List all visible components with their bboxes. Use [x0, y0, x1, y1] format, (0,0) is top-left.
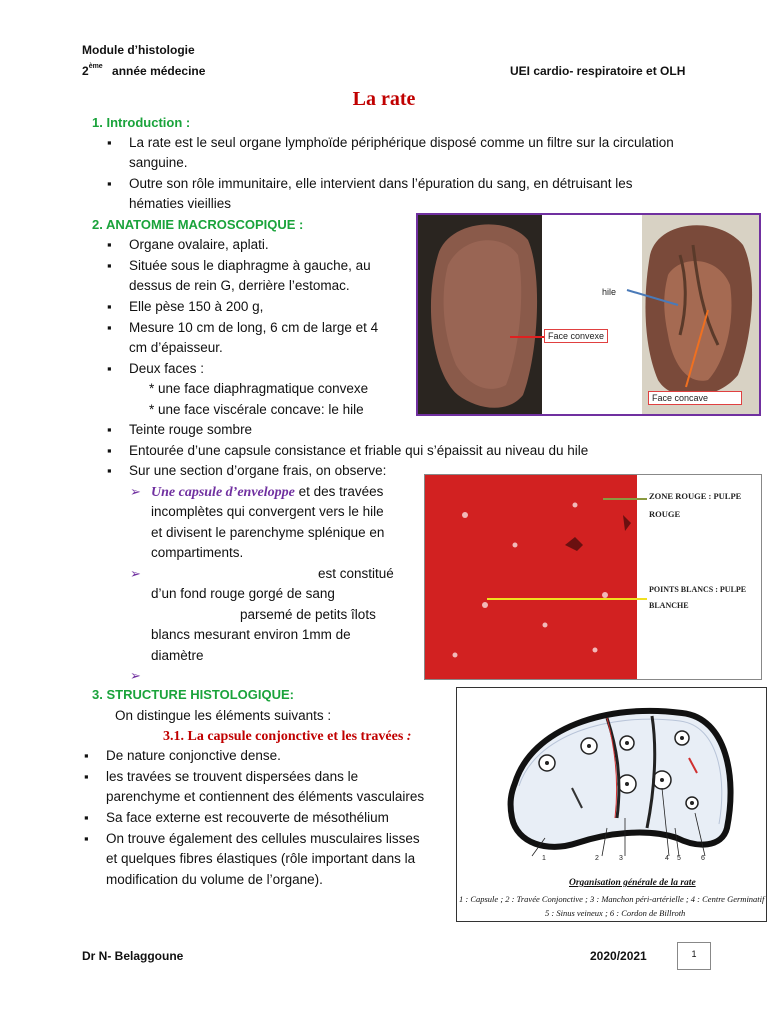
anatomie-line-1: ▪ Organe ovalaire, aplati. — [129, 235, 269, 255]
structure-line-4-cont: et quelques fibres élastiques (rôle important dans la — [106, 851, 416, 866]
anatomie-line-2: ▪ Située sous le diaphragme à gauche, au — [129, 256, 371, 276]
sub-pulpe-line-1: est constitué — [318, 566, 394, 581]
capsule-travees-colon: : — [403, 729, 412, 744]
structure-line-4-cont2: modification du volume de l’organe). — [106, 872, 323, 887]
page-number: 1 — [691, 949, 697, 959]
spleen-section-figure — [424, 474, 762, 680]
sub-pulpe-line-5: diamètre — [151, 648, 204, 663]
spleen-macroscopy-figure — [416, 213, 761, 416]
year-label — [82, 64, 205, 78]
footer-year: 2020/2021 — [590, 949, 647, 963]
section-heading-structure: 3. STRUCTURE HISTOLOGIQUE: — [92, 687, 294, 702]
anatomie-face-diaphragmatique: * une face diaphragmatique convexe — [149, 381, 369, 396]
section-heading-anatomie: 2. ANATOMIE MACROSCOPIQUE : — [92, 217, 304, 232]
zone-rouge-label-2: ROUGE — [649, 509, 681, 519]
capsule-enveloppe-rest: et des travées — [294, 484, 384, 499]
anatomie-line-2-cont: dessus de rein G, derrière l’estomac. — [129, 278, 350, 293]
points-blancs-label-2: BLANCHE — [649, 601, 689, 610]
structure-line-4: ▪ On trouve également des cellules musculaires lisses — [106, 829, 420, 849]
anatomie-line-4: ▪ Mesure 10 cm de long, 6 cm de large et 4 — [129, 318, 378, 338]
structure-line-3: ▪ Sa face externe est recouverte de mésothélium — [106, 808, 389, 828]
uei-label: UEI cardio- respiratoire et OLH — [510, 64, 686, 78]
diagram-caption-line-2: 5 : Sinus veineux ; 6 : Cordon de Billroth — [545, 908, 686, 918]
arrow-bullet-1: ➢ — [130, 484, 141, 499]
diagram-number-6: 6 — [701, 855, 705, 862]
page-number-box — [677, 942, 711, 970]
sub-capsule-line-4: compartiments. — [151, 545, 244, 560]
year-text: année médecine — [112, 64, 206, 78]
zone-rouge-label: ZONE ROUGE : PULPE — [649, 491, 742, 501]
intro-bullet-1-cont: sanguine. — [129, 155, 188, 170]
page-title: La rate — [352, 88, 416, 110]
sub-pulpe-line-2: d’un fond rouge gorgé de sang — [151, 586, 335, 601]
diagram-number-1: 1 — [542, 855, 546, 862]
diagram-caption-title: Organisation générale de la rate — [569, 878, 696, 888]
face-convexe-label: Face convexe — [544, 329, 608, 343]
sub-capsule-line — [151, 482, 383, 503]
structure-line-1: ▪ De nature conjonctive dense. — [106, 746, 281, 766]
anatomie-line-3: ▪ Elle pèse 150 à 200 g, — [129, 297, 263, 317]
intro-bullet-2: ▪ Outre son rôle immunitaire, elle intervient dans l’épuration du sang, en détruisant les — [129, 174, 633, 194]
structure-subheading — [163, 726, 411, 747]
year-number: 2 — [82, 64, 89, 78]
anatomie-face-viscerale: * une face viscérale concave: le hile — [149, 402, 364, 417]
points-blancs-label: POINTS BLANCS : PULPE — [649, 585, 747, 594]
hile-label: hile — [602, 287, 617, 297]
capsule-travees-heading: 3.1. La capsule conjonctive et les travées — [163, 729, 404, 744]
diagram-caption-line-1: 1 : Capsule ; 2 : Travée Conjonctive ; 3 : Manchon péri-artérielle ; 4 : Centre Germinatif — [459, 894, 765, 904]
intro-bullet-1: ▪ La rate est le seul organe lymphoïde périphérique disposé comme un filtre sur la circulation — [129, 133, 674, 153]
spleen-histology-diagram — [456, 687, 767, 922]
diagram-number-2: 2 — [595, 855, 599, 862]
structure-line-2-cont: parenchyme et contiennent des éléments vasculaires — [106, 789, 425, 804]
sub-capsule-line-3: et divisent le parenchyme splénique en — [151, 525, 385, 540]
arrow-bullet-2: ➢ — [130, 566, 141, 581]
sub-capsule-line-2: incomplètes qui convergent vers le hile — [151, 504, 384, 519]
structure-line-2: ▪ les travées se trouvent dispersées dans le — [106, 767, 358, 787]
spleen-section-image — [425, 475, 761, 679]
structure-intro: On distingue les éléments suivants : — [115, 708, 332, 723]
anatomie-line-4-cont: cm d’épaisseur. — [129, 340, 223, 355]
capsule-enveloppe-italic: Une capsule d’enveloppe — [151, 485, 295, 500]
year-superscript: ème — [88, 63, 103, 70]
diagram-number-5: 5 — [677, 855, 681, 862]
module-label: Module d’histologie — [82, 43, 195, 57]
anatomie-line-section: ▪ Sur une section d’organe frais, on observe: — [129, 461, 386, 481]
diagram-number-3: 3 — [619, 855, 623, 862]
section-heading-introduction: 1. Introduction : — [92, 115, 191, 130]
sub-pulpe-line-3: parsemé de petits îlots — [240, 607, 376, 622]
arrow-bullet-3: ➢ — [130, 668, 141, 683]
sub-pulpe-line-4: blancs mesurant environ 1mm de — [151, 627, 351, 642]
footer-author: Dr N- Belaggoune — [82, 949, 184, 963]
diagram-number-4: 4 — [665, 855, 669, 862]
spleen-macroscopy-image — [418, 215, 759, 414]
anatomie-line-5: ▪ Deux faces : — [129, 359, 204, 379]
anatomie-line-teinte: ▪ Teinte rouge sombre — [129, 420, 252, 440]
face-concave-label: Face concave — [648, 391, 742, 405]
intro-bullet-2-cont: hématies vieillies — [129, 196, 232, 211]
anatomie-line-capsule: ▪ Entourée d’une capsule consistance et friable qui s’épaissit au niveau du hile — [129, 441, 588, 461]
